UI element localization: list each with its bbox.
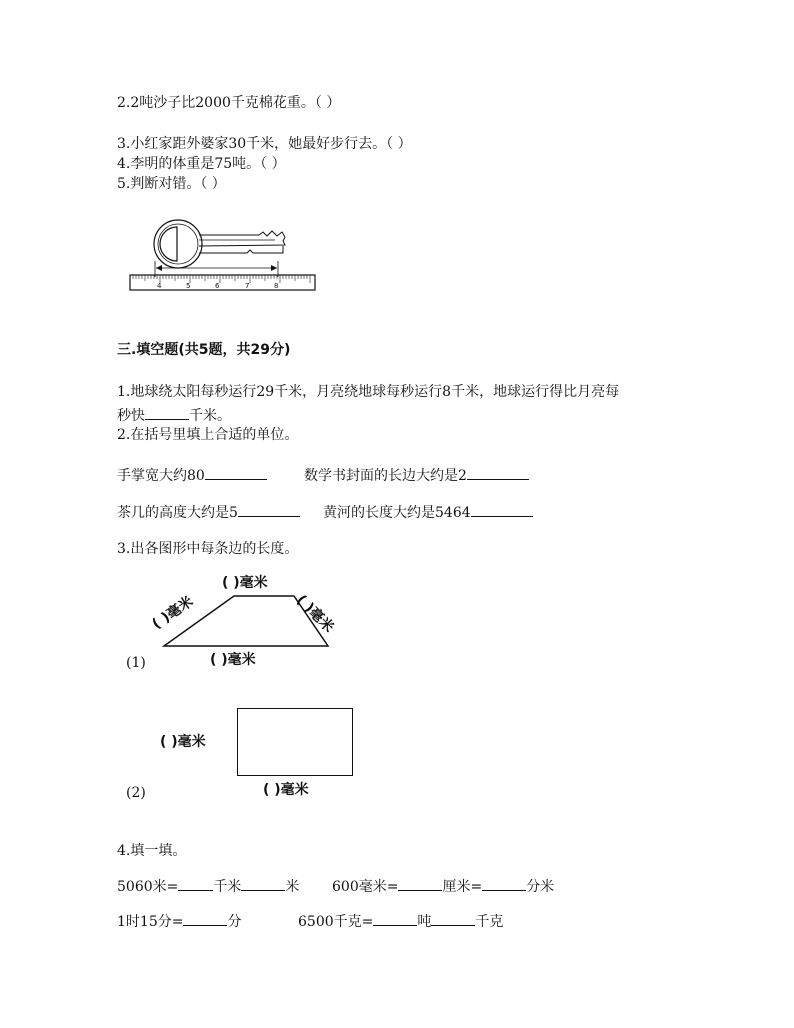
answer-blank[interactable]: [183, 911, 227, 926]
answer-blank[interactable]: [482, 876, 526, 891]
section-heading: 三.填空题(共5题，共29分): [117, 342, 291, 358]
fill-q1-text-a: 秒快: [117, 408, 145, 424]
key-ruler-figure: [125, 215, 320, 300]
fill-q4-a3: 米: [285, 879, 300, 895]
fill-q2-a: [117, 465, 267, 485]
fill-q2-d: [323, 502, 533, 522]
answer-blank[interactable]: [238, 502, 300, 517]
judge-q3: 3.小红家距外婆家30千米，她最好步行去。（ ）: [117, 136, 412, 152]
ruler-tick-label: 6: [215, 282, 220, 290]
fig1-left-label: ( )毫米: [149, 593, 197, 633]
fill-q2-d-text: 黄河的长度大约是5464: [323, 505, 471, 521]
answer-blank[interactable]: [373, 911, 417, 926]
fill-q4-d1: 6500千克=: [298, 914, 374, 930]
ruler-tick-label: 7: [245, 282, 250, 290]
fill-q2-c-text: 茶几的高度大约是5: [117, 505, 238, 521]
fig1-number: (1): [126, 655, 146, 671]
fill-q4-b2: 厘米=: [442, 879, 483, 895]
fig2-bottom-label: ( )毫米: [263, 782, 309, 798]
fill-q4-d3: 千克: [475, 914, 504, 930]
answer-blank[interactable]: [431, 911, 475, 926]
fig1-right-label: ( )毫米: [293, 592, 337, 636]
answer-blank[interactable]: [205, 465, 267, 480]
ruler-tick-label: 8: [274, 282, 279, 290]
fill-q2-b: [304, 465, 529, 485]
fig1-bottom-label: ( )毫米: [210, 652, 256, 668]
fill-q4-b: [332, 876, 554, 896]
answer-blank[interactable]: [241, 876, 285, 891]
rectangle-figure: [237, 708, 353, 776]
fill-q1-line1: 1.地球绕太阳每秒运行29千米，月亮绕地球每秒运行8千米，地球运行得比月亮每: [117, 384, 620, 400]
fill-q4-a2: 千米: [213, 879, 242, 895]
judge-q4: 4.李明的体重是75吨。（ ）: [117, 156, 286, 172]
fill-q1-text-b: 千米。: [189, 408, 231, 424]
answer-blank[interactable]: [467, 465, 529, 480]
fill-q4-c: [117, 911, 241, 931]
fill-q4: 4.填一填。: [117, 843, 187, 859]
judge-q5: 5.判断对错。（ ）: [117, 176, 226, 192]
ruler-tick-label: 5: [186, 282, 191, 290]
fill-q4-b1: 600毫米=: [332, 879, 399, 895]
fill-q4-b3: 分米: [526, 879, 555, 895]
fig2-number: (2): [126, 785, 146, 801]
fill-q1-line2: [117, 405, 231, 425]
fill-q4-c2: 分: [227, 914, 242, 930]
fill-q4-c1: 1时15分=: [117, 914, 184, 930]
answer-blank[interactable]: [145, 405, 189, 420]
answer-blank[interactable]: [178, 876, 213, 891]
fill-q2-b-text: 数学书封面的长边大约是2: [304, 468, 467, 484]
fill-q2-c: [117, 502, 300, 522]
fill-q2: 2.在括号里填上合适的单位。: [117, 427, 299, 443]
judge-q2: 2.2吨沙子比2000千克棉花重。（ ）: [117, 95, 341, 111]
answer-blank[interactable]: [398, 876, 442, 891]
answer-blank[interactable]: [471, 502, 533, 517]
fill-q4-a1: 5060米=: [117, 879, 179, 895]
fig1-top-label: ( )毫米: [222, 575, 268, 591]
fill-q4-a: [117, 876, 299, 896]
fig2-left-label: ( )毫米: [160, 734, 206, 750]
ruler-tick-label: 4: [157, 282, 162, 290]
fill-q4-d2: 吨: [417, 914, 432, 930]
fill-q4-d: [298, 911, 503, 931]
fill-q3: 3.出各图形中每条边的长度。: [117, 541, 299, 557]
fill-q2-a-text: 手掌宽大约80: [117, 468, 205, 484]
